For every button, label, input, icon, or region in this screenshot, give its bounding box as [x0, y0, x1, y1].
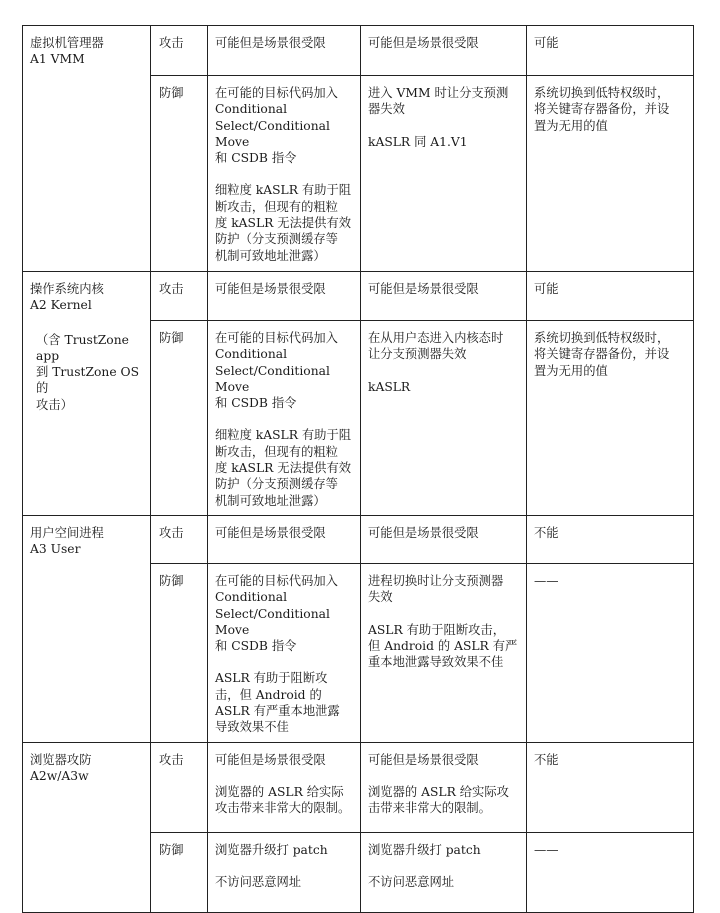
defense-col3-cell — [527, 563, 694, 742]
attack-label: 攻击 — [151, 742, 208, 832]
cell-paragraph: 进入 VMM 时让分支预测 器失效 — [368, 86, 509, 117]
defense-col1-cell — [208, 563, 361, 742]
cell-paragraph: 浏览器的 ASLR 给实际 攻击带来非常大的限制。 — [215, 784, 351, 816]
cell-paragraph: 不能 — [534, 525, 559, 540]
cell-paragraph: 在从用户态进入内核态时 让分支预测器失效 — [368, 331, 504, 362]
table-row — [23, 515, 694, 563]
attack-col3-cell — [527, 26, 694, 76]
attack-col2-cell — [361, 26, 527, 76]
defense-label: 防御 — [151, 321, 208, 516]
defense-label: 防御 — [151, 832, 208, 912]
cell-paragraph: 细粒度 kASLR 有助于阻 断攻击，但现有的粗粒 度 kASLR 无法提供有效 防护（分支预测缓存等 机制可致地址泄露） — [215, 428, 352, 508]
defense-col1-cell — [208, 321, 361, 516]
cell-paragraph: 系统切换到低特权级时， 将关键寄存器备份，并设 置为无用的值 — [534, 331, 670, 378]
cell-paragraph: ASLR 有助于阻断攻 击，但 Android 的 ASLR 有严重本地泄露 导致效果不佳 — [215, 671, 340, 735]
cell-paragraph: 可能但是场景很受限 — [215, 36, 326, 50]
mitigation-table — [22, 25, 694, 913]
defense-label: 防御 — [151, 563, 208, 742]
cell-paragraph: 可能 — [534, 36, 559, 50]
cell-paragraph: 可能但是场景很受限 — [368, 525, 479, 540]
attack-label: 攻击 — [151, 515, 208, 563]
cell-paragraph: 可能但是场景很受限 — [368, 36, 479, 50]
defense-col3-cell — [527, 832, 694, 912]
cell-paragraph: 浏览器升级打 patch — [215, 842, 328, 857]
defense-col3-cell — [527, 321, 694, 516]
cell-paragraph: 可能但是场景很受限 — [215, 752, 326, 767]
attack-col2-cell — [361, 515, 527, 563]
component-name: 操作系统内核 A2 Kernel — [30, 282, 104, 313]
cell-paragraph: kASLR 同 A1.V1 — [368, 134, 468, 149]
cell-paragraph: —— — [534, 573, 559, 588]
cell-paragraph: 可能但是场景很受限 — [215, 525, 326, 540]
defense-col1-cell — [208, 76, 361, 272]
attack-col1-cell — [208, 26, 361, 76]
cell-paragraph: 不能 — [534, 752, 559, 767]
cell-paragraph: 可能但是场景很受限 — [368, 282, 479, 296]
attack-label: 攻击 — [151, 272, 208, 321]
table-row — [23, 272, 694, 321]
cell-paragraph: 浏览器的 ASLR 给实际攻 击带来非常大的限制。 — [368, 784, 509, 816]
component-cell — [23, 272, 151, 516]
attack-col1-cell — [208, 515, 361, 563]
cell-paragraph: kASLR — [368, 379, 411, 394]
cell-paragraph: 可能但是场景很受限 — [368, 752, 479, 767]
component-cell — [23, 26, 151, 272]
cell-paragraph: 在可能的目标代码加入 Conditional Select/Conditional Move 和 CSDB 指令 — [215, 86, 338, 166]
attack-col2-cell — [361, 742, 527, 832]
cell-paragraph: 可能 — [534, 282, 559, 296]
attack-col3-cell — [527, 272, 694, 321]
table-row — [23, 742, 694, 832]
defense-col1-cell — [208, 832, 361, 912]
cell-paragraph: ASLR 有助于阻断攻击， 但 Android 的 ASLR 有严 重本地泄露导致效果不佳 — [368, 622, 518, 670]
component-name: 虚拟机管理器 A1 VMM — [30, 36, 104, 67]
cell-paragraph: 在可能的目标代码加入 Conditional Select/Conditional Move 和 CSDB 指令 — [215, 573, 338, 654]
attack-col1-cell — [208, 742, 361, 832]
attack-col3-cell — [527, 515, 694, 563]
component-cell — [23, 742, 151, 912]
component-name: 浏览器攻防 A2w/A3w — [30, 752, 92, 783]
attack-col2-cell — [361, 272, 527, 321]
component-cell — [23, 515, 151, 742]
cell-paragraph: 浏览器升级打 patch — [368, 842, 481, 857]
attack-col3-cell — [527, 742, 694, 832]
defense-col2-cell — [361, 76, 527, 272]
defense-label: 防御 — [151, 76, 208, 272]
cell-paragraph: 系统切换到低特权级时， 将关键寄存器备份，并设 置为无用的值 — [534, 86, 670, 133]
defense-col2-cell — [361, 832, 527, 912]
defense-col2-cell — [361, 321, 527, 516]
cell-paragraph: 不访问恶意网址 — [368, 874, 455, 889]
cell-paragraph: 细粒度 kASLR 有助于阻 断攻击，但现有的粗粒 度 kASLR 无法提供有效 防护（分支预测缓存等 机制可致地址泄露） — [215, 183, 352, 263]
table-body — [23, 26, 694, 913]
attack-col1-cell — [208, 272, 361, 321]
cell-paragraph: 进程切换时让分支预测器 失效 — [368, 573, 504, 605]
attack-label: 攻击 — [151, 26, 208, 76]
cell-paragraph: —— — [534, 842, 559, 857]
defense-col3-cell — [527, 76, 694, 272]
cell-paragraph: 在可能的目标代码加入 Conditional Select/Conditional Move 和 CSDB 指令 — [215, 331, 338, 411]
defense-col2-cell — [361, 563, 527, 742]
component-name: 用户空间进程 A3 User — [30, 525, 104, 557]
component-note: （含 TrustZone app 到 TrustZone OS 的 攻击） — [36, 332, 140, 412]
cell-paragraph: 可能但是场景很受限 — [215, 282, 326, 296]
table-row — [23, 26, 694, 76]
cell-paragraph: 不访问恶意网址 — [215, 874, 302, 889]
